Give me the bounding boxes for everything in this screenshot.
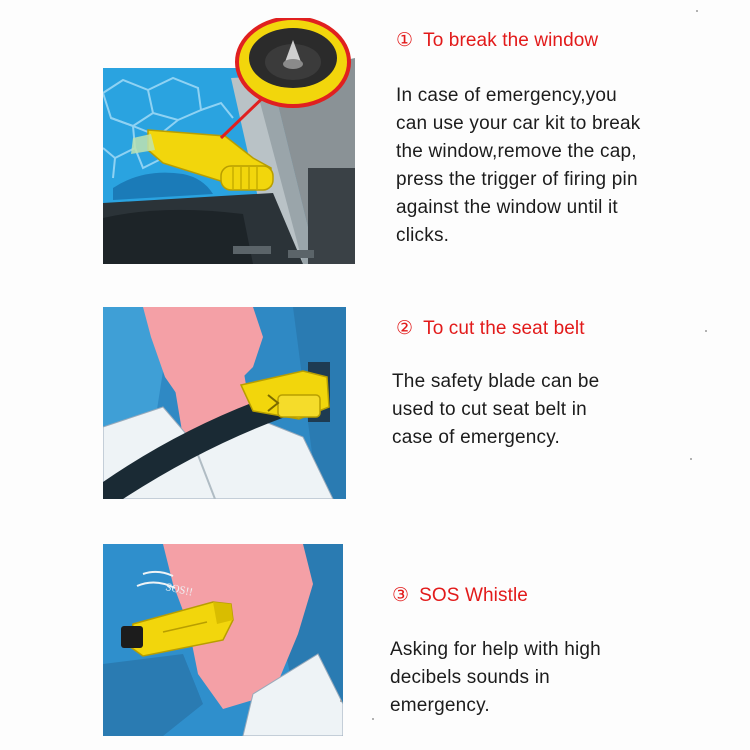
section-2-title <box>396 317 585 340</box>
callout-magnifier <box>237 18 349 106</box>
whistle-cap <box>121 626 143 648</box>
scan-speck <box>690 458 692 460</box>
section-3-number: ③ <box>392 585 410 606</box>
section-2-body: The safety blade can be used to cut seat belt in case of emergency. <box>392 371 600 448</box>
section-2-title-text: To cut the seat belt <box>423 318 585 339</box>
illustration-break-window <box>103 18 355 264</box>
illustration-sos-whistle <box>103 544 343 736</box>
seat-belt-scene <box>103 307 346 499</box>
section-3-body: Asking for help with high decibels sounds in emergency. <box>390 639 601 716</box>
section-2-number: ② <box>396 318 414 339</box>
section-1-number: ① <box>396 30 414 51</box>
section-3-title-text: SOS Whistle <box>419 585 528 606</box>
scan-speck <box>696 10 698 12</box>
scan-speck <box>372 718 374 720</box>
illustration-cut-seat-belt <box>103 307 346 499</box>
section-1-title-text: To break the window <box>423 30 599 51</box>
scan-speck <box>705 330 707 332</box>
sos-label: SOS!! <box>164 581 194 599</box>
break-window-scene <box>103 18 355 264</box>
scan-speck <box>340 700 342 702</box>
section-3-title <box>392 584 528 607</box>
sos-whistle-scene <box>103 544 343 736</box>
section-1-body: In case of emergency,you can use your car kit to break the window,remove the cap, press the trigger of firing pin against the window until it clicks. <box>396 85 641 246</box>
section-1-title <box>396 29 598 52</box>
